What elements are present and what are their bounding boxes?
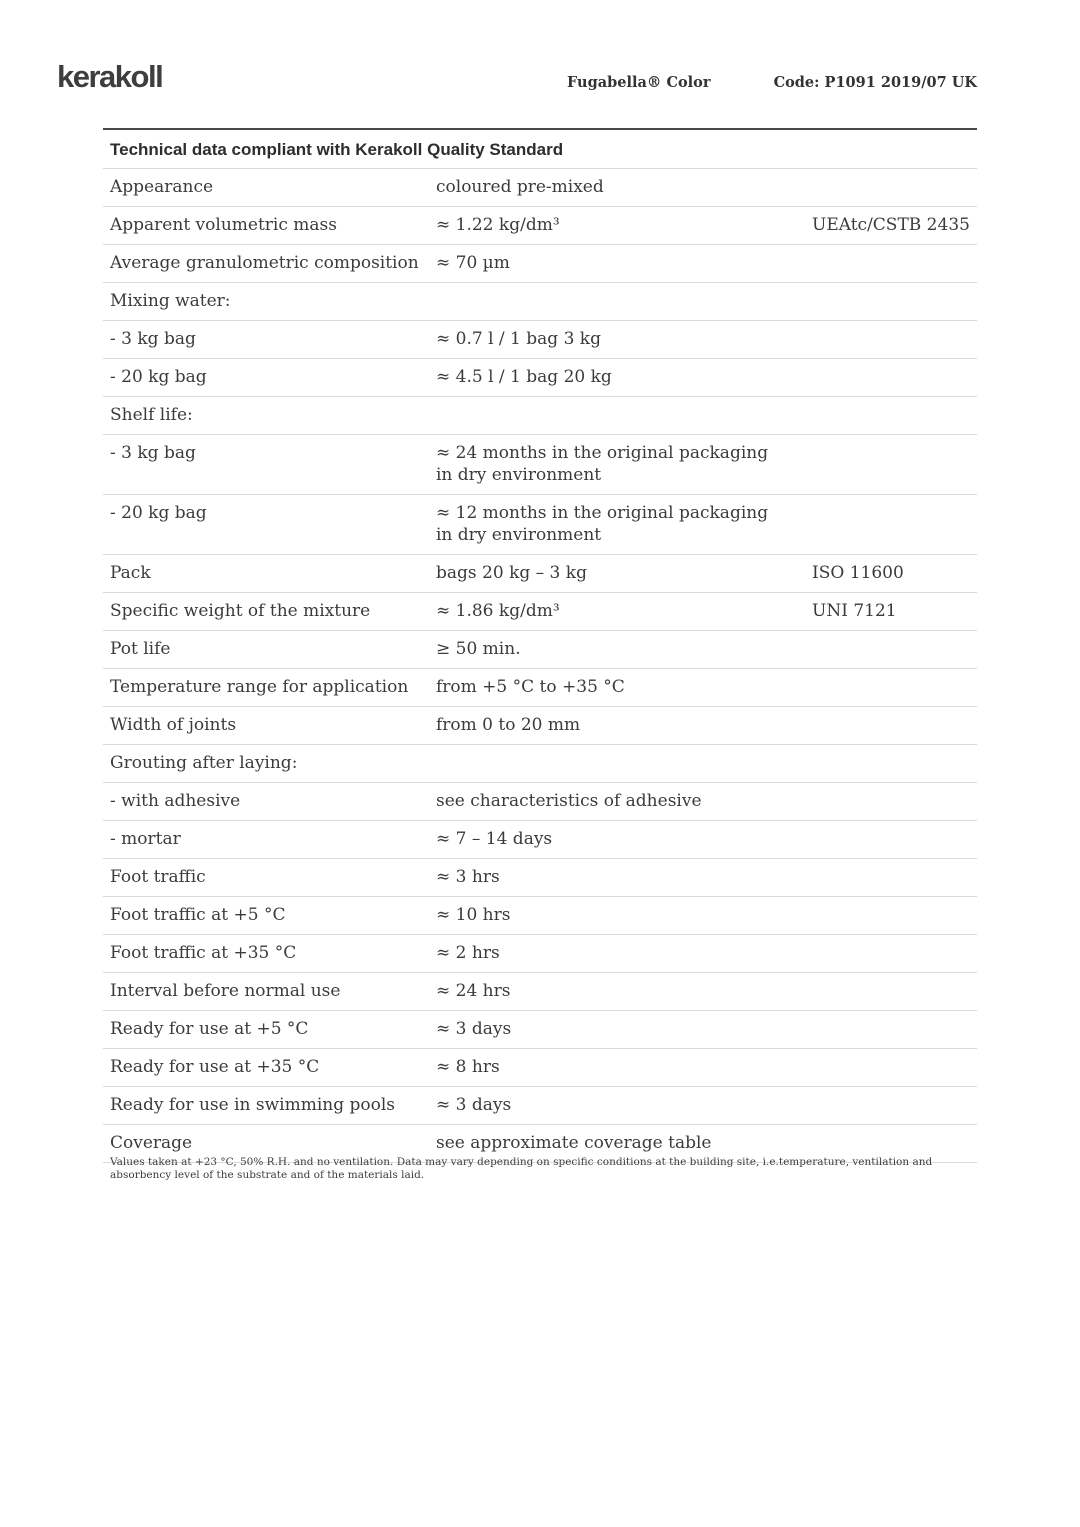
row-value: ≈ 7 – 14 days — [436, 829, 553, 849]
row-value: ≈ 1.86 kg/dm³ — [436, 601, 560, 621]
table-row — [103, 169, 977, 207]
row-label: Ready for use at +5 °C — [110, 1019, 309, 1039]
row-label: Specific weight of the mixture — [110, 601, 371, 621]
row-standard: UEAtc/CSTB 2435 — [812, 215, 970, 235]
row-value: ≈ 4.5 l / 1 bag 20 kg — [436, 367, 612, 387]
table-footnote: Values taken at +23 °C, 50% R.H. and no ventilation. Data may vary depending on specific conditions at the building site, i.e.temperature, ventilation and absorbency level of the substrate and of the materials laid. — [110, 1156, 933, 1181]
row-value: ≈ 24 hrs — [436, 981, 511, 1001]
row-standard: UNI 7121 — [812, 601, 897, 621]
row-value: ≥ 50 min. — [436, 639, 521, 659]
table-row — [103, 359, 977, 397]
table-row — [103, 821, 977, 859]
row-label: - 3 kg bag — [110, 329, 196, 349]
row-label: Coverage — [110, 1133, 193, 1153]
row-label: - 3 kg bag — [110, 443, 196, 463]
row-label: Interval before normal use — [110, 981, 341, 1001]
table-row — [103, 593, 977, 631]
table-row — [103, 745, 977, 783]
table-row — [103, 245, 977, 283]
row-value: ≈ 10 hrs — [436, 905, 511, 925]
row-label: - 20 kg bag — [110, 367, 207, 387]
row-label: - mortar — [110, 829, 181, 849]
row-label: Apparent volumetric mass — [110, 215, 337, 235]
table-row — [103, 207, 977, 245]
table-row — [103, 283, 977, 321]
table-row — [103, 1011, 977, 1049]
row-value: ≈ 2 hrs — [436, 943, 500, 963]
row-value: ≈ 3 hrs — [436, 867, 500, 887]
table-row — [103, 631, 977, 669]
row-value: bags 20 kg – 3 kg — [436, 563, 587, 583]
row-value: ≈ 24 months in the original packaging in dry environment — [436, 443, 769, 485]
row-label: Ready for use at +35 °C — [110, 1057, 320, 1077]
document-code: Code: P1091 2019/07 UK — [773, 74, 977, 91]
row-value: ≈ 0.7 l / 1 bag 3 kg — [436, 329, 601, 349]
table-rows — [103, 169, 977, 1163]
row-label: Foot traffic at +35 °C — [110, 943, 297, 963]
table-row — [103, 1087, 977, 1125]
table-row — [103, 935, 977, 973]
row-label: Pack — [110, 563, 151, 583]
row-label: Temperature range for application — [110, 677, 409, 697]
table-row — [103, 435, 977, 495]
row-value: coloured pre-mixed — [436, 177, 604, 197]
row-label: Grouting after laying: — [110, 753, 298, 773]
row-value: see characteristics of adhesive — [436, 791, 702, 811]
row-value: ≈ 1.22 kg/dm³ — [436, 215, 560, 235]
row-label: Mixing water: — [110, 291, 231, 311]
table-row — [103, 859, 977, 897]
table-row — [103, 397, 977, 435]
row-value: ≈ 3 days — [436, 1095, 512, 1115]
product-name: Fugabella® Color — [567, 74, 711, 91]
row-label: Average granulometric composition — [110, 253, 419, 273]
table-row — [103, 897, 977, 935]
page-header — [57, 59, 977, 96]
table-row — [103, 555, 977, 593]
row-label: Appearance — [110, 177, 214, 197]
table-row — [103, 669, 977, 707]
table-row — [103, 973, 977, 1011]
row-label: Width of joints — [110, 715, 237, 735]
table-row — [103, 495, 977, 555]
row-label: Foot traffic at +5 °C — [110, 905, 286, 925]
row-value: see approximate coverage table — [436, 1133, 712, 1153]
row-label: Shelf life: — [110, 405, 193, 425]
row-value: ≈ 12 months in the original packaging in dry environment — [436, 503, 769, 545]
row-value: ≈ 8 hrs — [436, 1057, 500, 1077]
row-value: ≈ 3 days — [436, 1019, 512, 1039]
row-label: Foot traffic — [110, 867, 206, 887]
row-value: from 0 to 20 mm — [436, 715, 581, 735]
row-standard: ISO 11600 — [812, 563, 904, 583]
table-row — [103, 707, 977, 745]
row-label: - with adhesive — [110, 791, 241, 811]
row-value: from +5 °C to +35 °C — [436, 677, 625, 697]
table-row — [103, 321, 977, 359]
row-label: Ready for use in swimming pools — [110, 1095, 396, 1115]
table-row — [103, 783, 977, 821]
table-title: Technical data compliant with Kerakoll Quality Standard — [103, 130, 977, 169]
table-row — [103, 1049, 977, 1087]
kerakoll-logo: kerakoll — [57, 59, 163, 94]
technical-data-table — [103, 128, 977, 1163]
row-label: - 20 kg bag — [110, 503, 207, 523]
row-label: Pot life — [110, 639, 171, 659]
row-value: ≈ 70 µm — [436, 253, 510, 273]
